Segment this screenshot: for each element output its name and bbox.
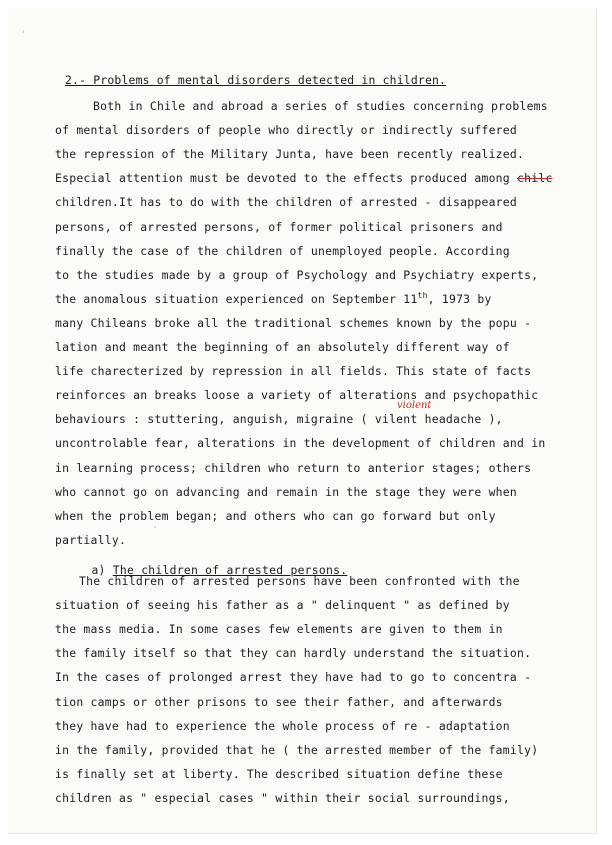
- document-page: [8, 8, 597, 834]
- text-line: life charecterized by repression in all fields. This state of facts: [55, 364, 532, 379]
- text-line: lation and meant the beginning of an absolutely different way of: [55, 340, 510, 354]
- line-text: the anomalous situation experienced on September 11: [55, 291, 418, 306]
- text-line: The children of arrested persons have been confronted with the: [79, 574, 520, 588]
- text-line: Both in Chile and abroad a series of studies concerning problems: [93, 99, 548, 113]
- text-line: the repression of the Military Junta, have been recently realized.: [55, 147, 525, 162]
- margin-mark: ·: [152, 521, 159, 534]
- text-line: when the problem began; and others who can go forward but only: [55, 508, 496, 523]
- struck-out-word: chilc: [517, 171, 553, 186]
- text-line: who cannot go on advancing and remain in the stage they were when: [55, 484, 518, 499]
- text-line: [55, 292, 492, 306]
- text-line: the family itself so that they can hardly understand the situation.: [55, 646, 532, 661]
- superscript: th: [417, 291, 428, 300]
- text-line: children.It has to do with the children of arrested - disappeared: [55, 195, 518, 210]
- text-line: of mental disorders of people who directly or indirectly suffered: [55, 123, 518, 138]
- subsection-title: The children of arrested persons.: [112, 563, 348, 577]
- text-line: they have had to experience the whole process of re - adaptation: [55, 718, 510, 733]
- text-line: in the family, provided that he ( the arrested member of the family): [55, 742, 539, 757]
- text-line: In the cases of prolonged arrest they have had to go to concentra -: [55, 670, 532, 685]
- subsection-prefix: a): [91, 563, 113, 577]
- text-line: the mass media. In some cases few elements are given to them in: [55, 622, 503, 637]
- margin-mark: ': [20, 28, 27, 41]
- text-line: children as " especial cases " within their social surroundings,: [55, 790, 510, 805]
- text-line: reinforces an breaks loose a variety of alterations and psychopathic: [55, 388, 539, 403]
- text-line: in learning process; children who return to anterior stages; others: [55, 460, 532, 475]
- text-line: is finally set at liberty. The described situation define these: [55, 766, 503, 781]
- handwritten-correction: violent: [397, 400, 432, 411]
- text-line: behaviours : stuttering, anguish, migraine ( vilent headache ),: [55, 412, 503, 427]
- text-line: persons, of arrested persons, of former political prisoners and: [55, 219, 503, 234]
- line-text: Especial attention must be devoted to the effects produced among: [55, 171, 518, 186]
- text-line: tion camps or other prisons to see their father, and afterwards: [55, 694, 503, 709]
- text-line: partially.: [55, 532, 127, 547]
- text-line: situation of seeing his father as a " delinquent " as defined by: [55, 598, 510, 613]
- text-line: to the studies made by a group of Psychology and Psychiatry experts,: [55, 267, 539, 282]
- text-line: finally the case of the children of unemployed people. According: [55, 243, 510, 258]
- text-line: many Chileans broke all the traditional schemes known by the popu -: [55, 315, 532, 330]
- section-heading: 2.- Problems of mental disorders detected in children.: [65, 73, 447, 87]
- text-line: [55, 171, 553, 185]
- text-line: uncontrolable fear, alterations in the development of children and in: [55, 436, 546, 451]
- line-text: , 1973 by: [427, 291, 492, 306]
